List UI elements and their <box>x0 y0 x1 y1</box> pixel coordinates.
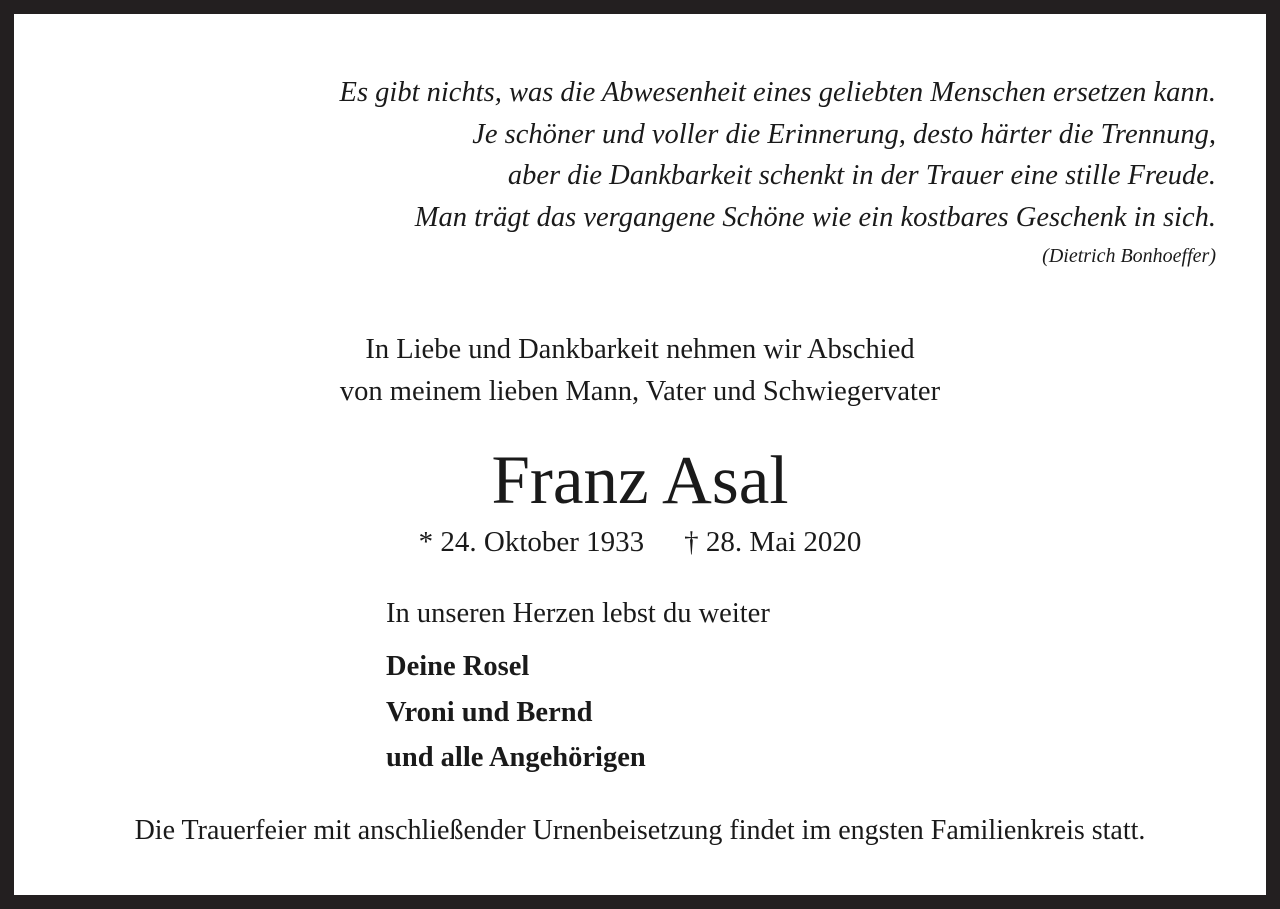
memorial-quote <box>116 72 1216 238</box>
quote-line: Man trägt das vergangene Schöne wie ein kostbares Geschenk in sich. <box>414 201 1216 233</box>
deceased-name: Franz Asal <box>491 442 789 518</box>
death-date: † 28. Mai 2020 <box>684 526 862 558</box>
intro-line: von meinem lieben Mann, Vater und Schwiegervater <box>339 376 941 407</box>
quote-author: (Dietrich Bonhoeffer) <box>1042 245 1216 267</box>
mourner-entry: Deine Rosel <box>386 651 530 682</box>
funeral-notice: Die Trauerfeier mit anschließender Urnenbeisetzung findet im engsten Familienkreis statt. <box>134 815 1146 846</box>
farewell-intro <box>14 329 1266 413</box>
mourner-entry: Vroni und Bernd <box>386 696 593 728</box>
life-dates <box>14 522 1266 562</box>
quote-line: Je schöner und voller die Erinnerung, desto härter die Trennung, <box>472 118 1216 150</box>
intro-line: In Liebe und Dankbarkeit nehmen wir Abschied <box>365 334 915 365</box>
mourner-entry: und alle Angehörigen <box>386 742 646 773</box>
obituary-notice <box>14 14 1266 895</box>
quote-line: Es gibt nichts, was die Abwesenheit eines geliebten Menschen ersetzen kann. <box>339 77 1216 108</box>
closing-sentiment: In unseren Herzen lebst du weiter <box>386 598 770 629</box>
mourners-list <box>386 644 646 781</box>
birth-date: * 24. Oktober 1933 <box>418 526 645 558</box>
quote-line: aber die Dankbarkeit schenkt in der Trauer eine stille Freude. <box>507 160 1216 191</box>
